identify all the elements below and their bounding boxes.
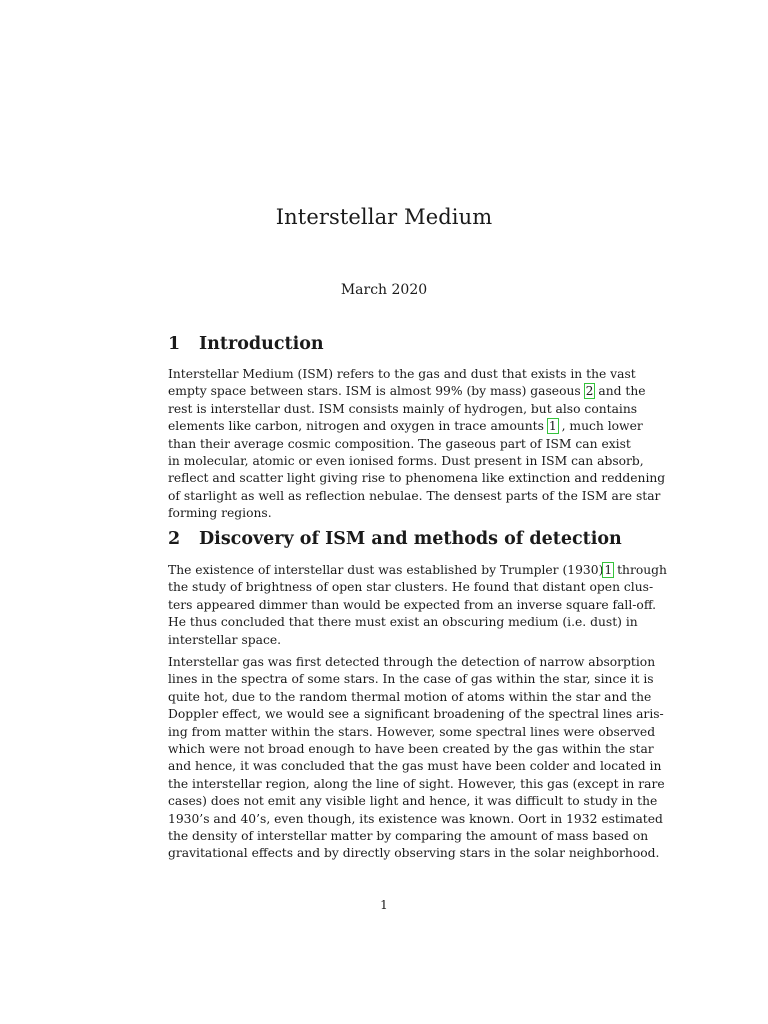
line-text: rest is interstellar dust. ISM consists mainly of hydrogen, but also contains (168, 401, 638, 416)
line-text: 1930’s and 40’s, even though, its existence was known. Oort in 1932 estimated (168, 811, 663, 826)
text-line (168, 741, 654, 758)
text-line (168, 453, 644, 470)
text-line (168, 436, 631, 453)
text-line (168, 828, 649, 845)
line-text: forming regions. (168, 506, 272, 521)
line-text: The existence of interstellar dust was established by Trumpler (1930) (168, 563, 604, 577)
text-line (168, 366, 636, 383)
text-line (168, 632, 600, 649)
line-text: than their average cosmic composition. The gaseous part of ISM can exist (168, 436, 631, 451)
line-text: the study of brightness of open star clusters. He found that distant open clus- (168, 580, 654, 595)
text-line (168, 579, 654, 596)
section-number: 1 (168, 334, 181, 354)
line-text: of starlight as well as reflection nebulae. The densest parts of the ISM are star (168, 488, 661, 503)
line-text: and the (594, 384, 646, 399)
text-line (168, 793, 658, 810)
section-title: Discovery of ISM and methods of detection (199, 529, 622, 549)
page-number: 1 (380, 898, 388, 912)
citation-link[interactable]: 1 (548, 419, 557, 434)
document-title: Interstellar Medium (275, 205, 493, 229)
text-line (168, 505, 600, 522)
text-line (168, 654, 656, 671)
text-line (168, 418, 643, 435)
line-text: Interstellar Medium (ISM) refers to the gas and dust that exists in the vast (168, 367, 636, 381)
text-line (168, 845, 660, 862)
paragraph (168, 562, 667, 649)
line-text: ing from matter within the stars. However, some spectral lines were observed (168, 724, 656, 739)
citation-link[interactable]: 2 (585, 384, 594, 399)
line-text: quite hot, due to the random thermal motion of atoms within the star and the (168, 689, 652, 704)
line-text: gravitational effects and by directly observing stars in the solar neighborhood. (168, 846, 660, 861)
text-line (168, 383, 646, 400)
text-line (168, 488, 661, 505)
line-text: interstellar space. (168, 632, 282, 647)
section-number: 2 (168, 529, 181, 549)
line-text: empty space between stars. ISM is almost 99% (by mass) gaseous (168, 384, 585, 399)
line-text: through (613, 563, 667, 577)
text-line (168, 706, 664, 723)
paragraph (168, 654, 665, 863)
line-text: reflect and scatter light giving rise to phenomena like extinction and reddening (168, 471, 666, 486)
line-text: lines in the spectra of some stars. In the case of gas within the star, since it is (168, 672, 654, 687)
line-text: cases) does not emit any visible light and hence, it was difficult to study in the (168, 794, 658, 809)
line-text: in molecular, atomic or even ionised forms. Dust present in ISM can absorb, (168, 454, 644, 469)
text-line (168, 562, 667, 579)
line-text: Interstellar gas was first detected through the detection of narrow absorption (168, 655, 656, 669)
line-text: He thus concluded that there must exist an obscuring medium (i.e. dust) in (168, 615, 638, 630)
section-title: Introduction (199, 334, 324, 354)
text-line (168, 401, 638, 418)
citation-link[interactable]: 1 (604, 563, 613, 577)
line-text: elements like carbon, nitrogen and oxygen in trace amounts (168, 419, 548, 434)
text-line (168, 811, 663, 828)
section-heading-introduction (168, 334, 324, 354)
line-text: and hence, it was concluded that the gas must have been colder and located in (168, 759, 662, 774)
text-line (168, 671, 654, 688)
text-line (168, 689, 652, 706)
text-line (168, 470, 666, 487)
document-date: March 2020 (340, 282, 428, 298)
line-text: , much lower (557, 419, 643, 434)
line-text: the density of interstellar matter by comparing the amount of mass based on (168, 829, 649, 844)
section-heading-discovery (168, 529, 622, 549)
text-line (168, 758, 662, 775)
text-line (168, 776, 665, 793)
line-text: ters appeared dimmer than would be expected from an inverse square fall-off. (168, 597, 657, 612)
text-line (168, 724, 656, 741)
line-text: the interstellar region, along the line of sight. However, this gas (except in rare (168, 776, 665, 791)
paragraph (168, 366, 666, 523)
line-text: which were not broad enough to have been created by the gas within the star (168, 742, 654, 757)
text-line (168, 597, 657, 614)
text-line (168, 614, 638, 631)
line-text: Doppler effect, we would see a significant broadening of the spectral lines aris- (168, 707, 664, 722)
